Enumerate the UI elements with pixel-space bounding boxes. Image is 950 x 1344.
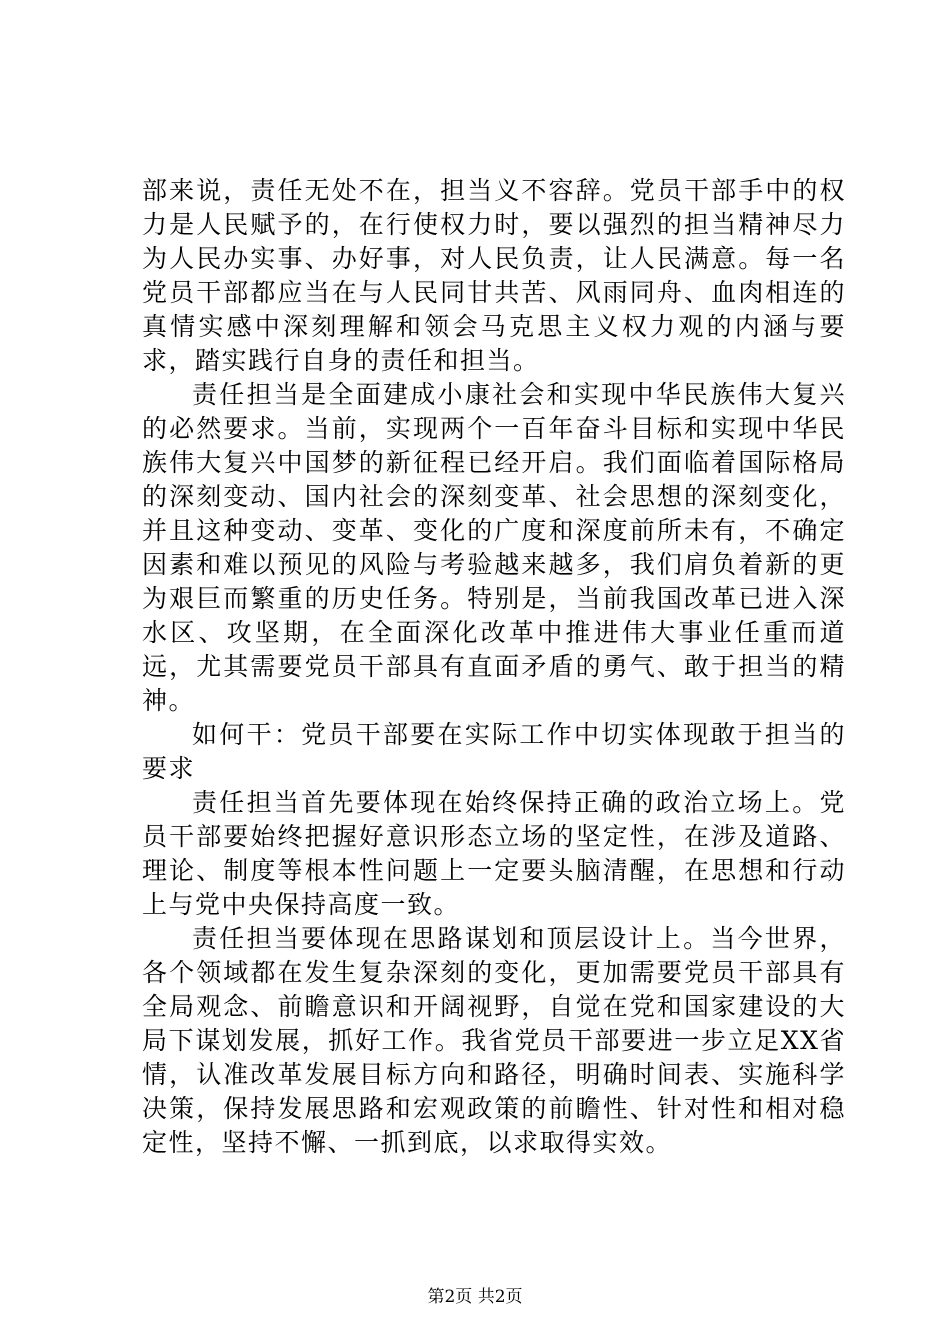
- section-heading-how: 如何干：党员干部要在实际工作中切实体现敢于担当的要求: [142, 720, 846, 783]
- paragraph-3: 责任担当首先要体现在始终保持正确的政治立场上。党员干部要始终把握好意识形态立场的坚定性，在涉及道路、理论、制度等根本性问题上一定要头脑清醒，在思想和行动上与党中央保持高度一致。: [142, 788, 846, 919]
- paragraph-1: 部来说，责任无处不在，担当义不容辞。党员干部手中的权力是人民赋予的，在行使权力时，要以强烈的担当精神尽力为人民办实事、办好事，对人民负责，让人民满意。每一名党员干部都应当在与人民同甘共苦、风雨同舟、血肉相连的真情实感中深刻理解和领会马克思主义权力观的内涵与要求，踏实践行自身的责任和担当。: [142, 176, 846, 375]
- page-footer: 第2页 共2页: [427, 1287, 523, 1307]
- paragraph-2: 责任担当是全面建成小康社会和实现中华民族伟大复兴的必然要求。当前，实现两个一百年奋斗目标和实现中华民族伟大复兴中国梦的新征程已经开启。我们面临着国际格局的深刻变动、国内社会的深刻变革、社会思想的深刻变化，并且这种变动、变革、变化的广度和深度前所未有，不确定因素和难以预见的风险与考验越来越多，我们肩负着新的更为艰巨而繁重的历史任务。特别是，当前我国改革已进入深水区、攻坚期，在全面深化改革中推进伟大事业任重而道远，尤其需要党员干部具有直面矛盾的勇气、敢于担当的精神。: [142, 380, 846, 715]
- document-body: [142, 174, 846, 1160]
- paragraph-4: 责任担当要体现在思路谋划和顶层设计上。当今世界，各个领域都在发生复杂深刻的变化，更加需要党员干部具有全局观念、前瞻意识和开阔视野，自觉在党和国家建设的大局下谋划发展，抓好工作。我省党员干部要进一步立足XX省情，认准改革发展目标方向和路径，明确时间表、实施科学决策，保持发展思路和宏观政策的前瞻性、针对性和相对稳定性，坚持不懈、一抓到底，以求取得实效。: [142, 924, 846, 1157]
